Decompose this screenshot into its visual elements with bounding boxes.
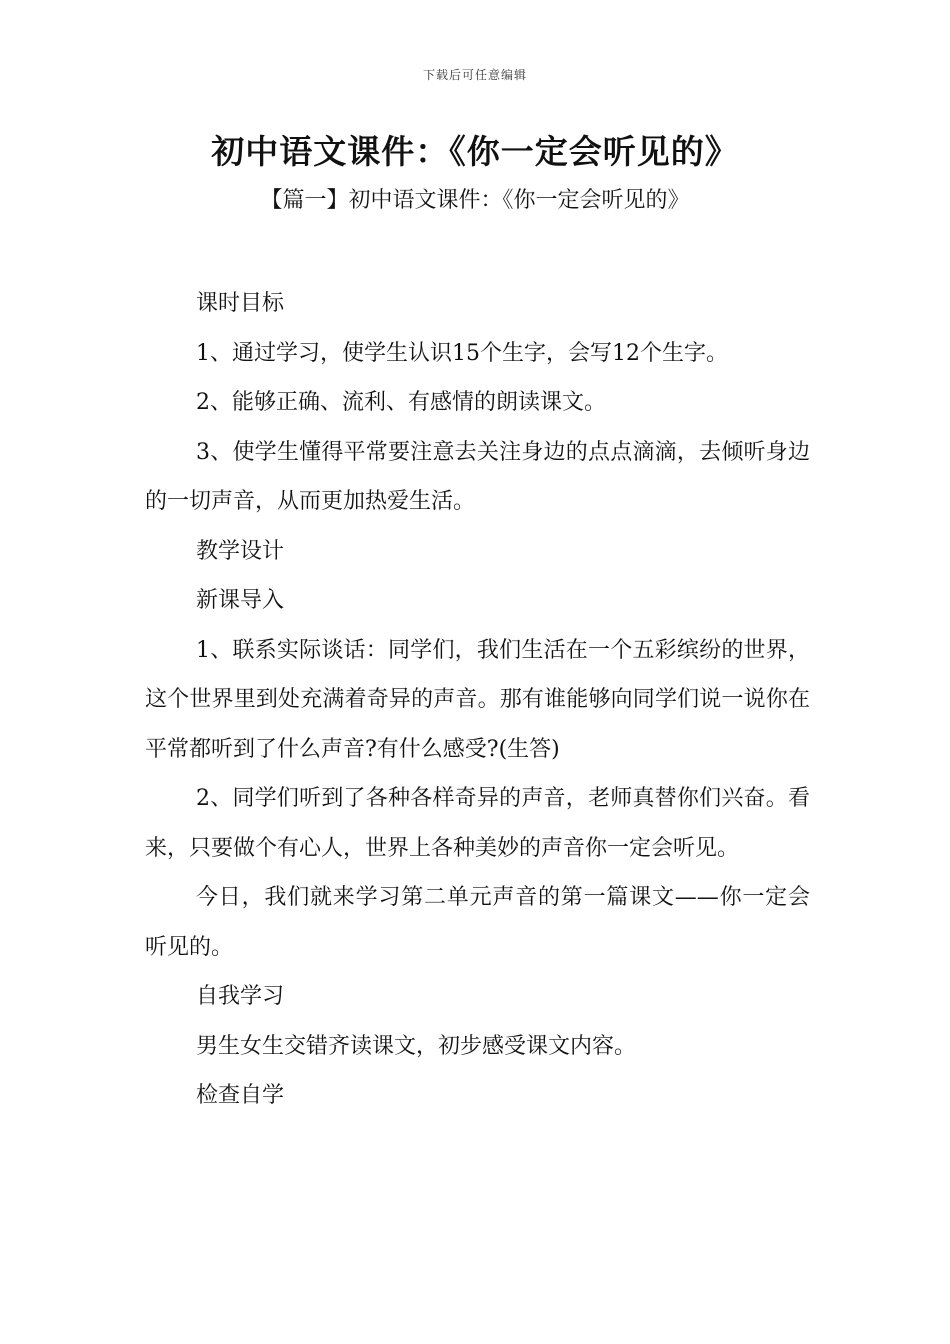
- document-subtitle: 【篇一】初中语文课件：《你一定会听见的》: [260, 188, 690, 213]
- intro-paragraph-2: 2、同学们听到了各种各样奇异的声音，老师真替你们兴奋。看来，只要做个有心人，世界上各种美妙的声音你一定会听见。: [145, 786, 810, 861]
- section-heading-self-study: 自我学习: [196, 984, 285, 1009]
- objective-3: 3、使学生懂得平常要注意去关注身边的点点滴滴，去倾听身边的一切声音，从而更加热爱生活。: [145, 439, 810, 514]
- document-body: [145, 279, 810, 1121]
- header-note: 下载后可任意编辑: [422, 68, 527, 82]
- objective-1: 1、通过学习，使学生认识15个生字，会写12个生字。: [196, 340, 728, 366]
- intro-paragraph-3: 今日，我们就来学习第二单元声音的第一篇课文——你一定会听见的。: [145, 885, 810, 960]
- self-study-paragraph: 男生女生交错齐读课文，初步感受课文内容。: [196, 1033, 637, 1059]
- objective-2: 2、能够正确、流利、有感情的朗读课文。: [196, 390, 606, 415]
- section-heading-objectives: 课时目标: [196, 291, 285, 316]
- section-heading-intro: 新课导入: [196, 588, 285, 613]
- intro-paragraph-1: 1、联系实际谈话：同学们，我们生活在一个五彩缤纷的世界，这个世界里到处充满着奇异的声音。那有谁能够向同学们说一说你在平常都听到了什么声音?有什么感受?(生答): [145, 637, 810, 762]
- section-heading-check: 检查自学: [196, 1083, 285, 1108]
- document-title: 初中语文课件：《你一定会听见的》: [211, 132, 739, 171]
- section-heading-design: 教学设计: [196, 538, 285, 564]
